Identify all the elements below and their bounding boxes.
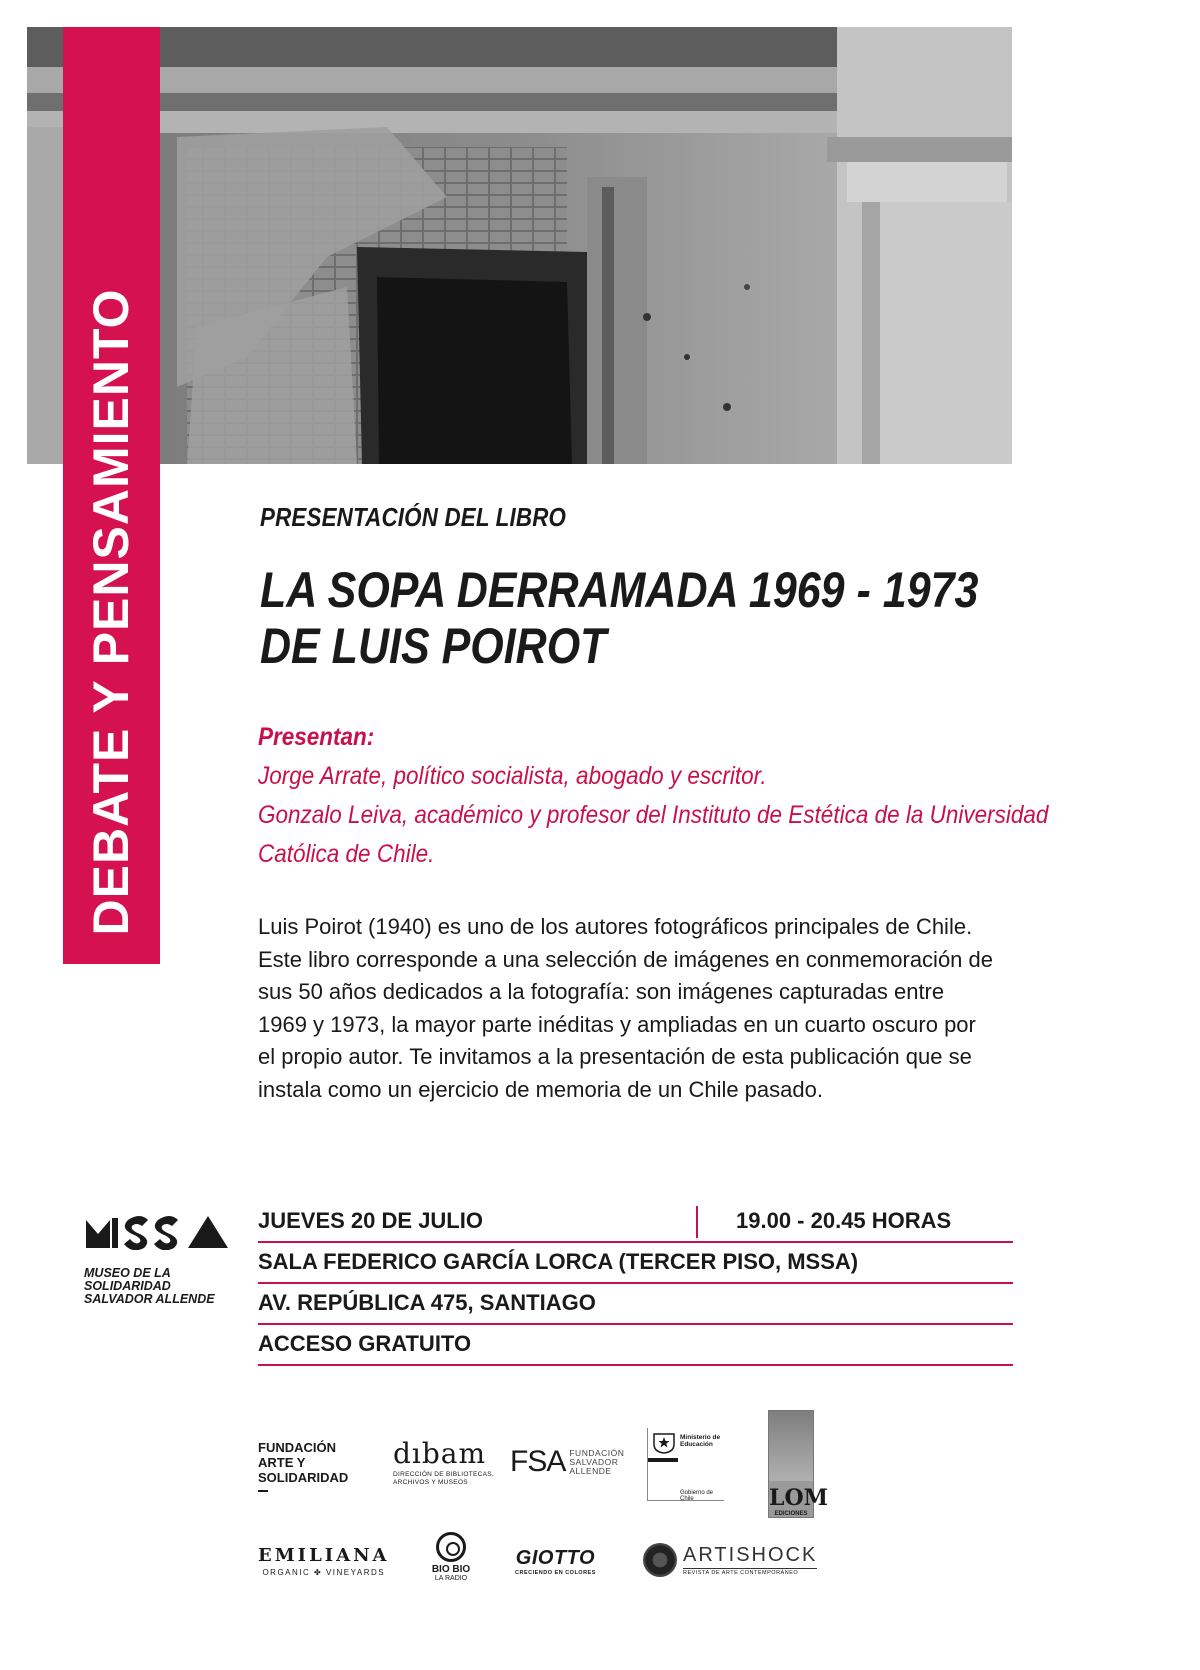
artishock-flower-icon	[643, 1543, 677, 1577]
chile-shield-icon	[652, 1432, 676, 1454]
presenter-line: Gonzalo Leiva, académico y profesor del Instituto de Estética de la Universidad	[258, 801, 1049, 829]
event-date: JUEVES 20 DE JULIO	[258, 1208, 483, 1233]
event-time: 19.00 - 20.45 HORAS	[736, 1208, 952, 1233]
event-address: AV. REPÚBLICA 475, SANTIAGO	[258, 1290, 596, 1315]
biobio-name: BIO BIO	[431, 1564, 471, 1575]
presenter-line: Católica de Chile.	[258, 840, 435, 868]
fas-line: FUNDACIÓN	[258, 1440, 336, 1455]
kicker: PRESENTACIÓN DEL LIBRO	[260, 502, 567, 532]
mineduc-bar	[648, 1458, 678, 1462]
fsa-full	[569, 1449, 624, 1476]
venue-row	[258, 1243, 1013, 1284]
fas-line: ARTE Y	[258, 1455, 306, 1470]
mineduc-name	[680, 1434, 720, 1448]
cover-photo	[27, 27, 1012, 464]
row-divider	[696, 1206, 698, 1238]
event-venue: SALA FEDERICO GARCÍA LORCA (TERCER PISO, MSSA)	[258, 1249, 859, 1274]
dibam-name: dıbam	[393, 1437, 487, 1470]
dibam-logo	[393, 1437, 495, 1487]
mssa-line: SALVADOR ALLENDE	[84, 1292, 215, 1306]
lom-sub: EDICIONES	[774, 1511, 808, 1517]
lom-logo	[768, 1410, 828, 1518]
description: Luis Poirot (1940) es uno de los autores fotográficos principales de Chile. Este libro corresponde a una selección de imágenes en conmemoración de sus 50 años dedicados a la fotografía: son imágenes capturadas entre 1969 y 1973, la mayor parte inéditas y ampliadas en un cuarto oscuro por el propio autor. Te invitamos a la presentación de esta publicación que se instala como un ejercicio de memoria de un Chile pasado.	[258, 914, 993, 1102]
lom-name: LOM	[769, 1485, 828, 1511]
lom-cover-image	[769, 1411, 813, 1481]
emiliana-sub: ORGANIC ✤ VINEYARDS	[262, 1568, 386, 1577]
giotto-logo	[515, 1547, 596, 1576]
emiliana-name: EMILIANA	[258, 1545, 390, 1566]
title-line-2: DE LUIS POIROT	[260, 618, 607, 674]
mssa-text	[84, 1267, 234, 1306]
giotto-name: GIOTTO	[515, 1547, 596, 1569]
giotto-sub: CRECIENDO EN COLORES	[515, 1570, 596, 1576]
fas-line: SOLIDARIDAD	[258, 1470, 349, 1485]
biobio-sub: LA RADIO	[434, 1575, 468, 1582]
artishock-logo	[643, 1543, 817, 1577]
mssa-logo	[84, 1212, 234, 1306]
title-line-1: LA SOPA DERRAMADA 1969 - 1973	[260, 562, 979, 618]
event-info	[258, 1202, 1013, 1366]
presenters	[258, 718, 1048, 874]
fas-bar	[258, 1490, 268, 1492]
building-ruins-image	[27, 27, 1012, 464]
book-title	[260, 562, 978, 674]
access-row	[258, 1325, 1013, 1366]
fsa-line: SALVADOR	[569, 1456, 619, 1467]
fsa-logo	[510, 1445, 624, 1479]
fsa-line: FUNDACIÓN	[569, 1447, 625, 1458]
mssa-line: MUSEO DE LA	[84, 1266, 171, 1280]
dibam-sub: DIRECCIÓN DE BIBLIOTECAS,	[393, 1471, 495, 1478]
event-access: ACCESO GRATUITO	[258, 1331, 472, 1356]
mineduc-logo	[647, 1428, 724, 1501]
address-row	[258, 1284, 1013, 1325]
artishock-text	[683, 1544, 817, 1576]
mineduc-line: Educación	[680, 1441, 713, 1448]
presenters-lead: Presentan:	[258, 723, 375, 751]
fundacion-arte-solidaridad-logo	[258, 1440, 348, 1492]
mineduc-line: Ministerio de	[680, 1434, 721, 1441]
mineduc-gov: Gobierno de Chile	[680, 1490, 714, 1502]
artishock-name: ARTISHOCK	[683, 1544, 818, 1566]
dibam-sub: ARCHIVOS Y MUSEOS	[393, 1479, 468, 1486]
mssa-line: SOLIDARIDAD	[84, 1279, 171, 1293]
fsa-abbr: FSA	[510, 1445, 566, 1478]
mssa-mark-icon	[84, 1212, 234, 1250]
date-time-row	[258, 1202, 1013, 1243]
artishock-sub: REVISTA DE ARTE CONTEMPORÁNEO	[683, 1568, 817, 1576]
biobio-ring-icon	[436, 1532, 466, 1562]
series-label: DEBATE Y PENSAMIENTO	[83, 288, 139, 936]
fsa-line: ALLENDE	[569, 1465, 612, 1476]
emiliana-logo	[258, 1545, 390, 1577]
biobio-logo	[424, 1532, 478, 1583]
presenter-line: Jorge Arrate, político socialista, abogado y escritor.	[258, 762, 767, 790]
